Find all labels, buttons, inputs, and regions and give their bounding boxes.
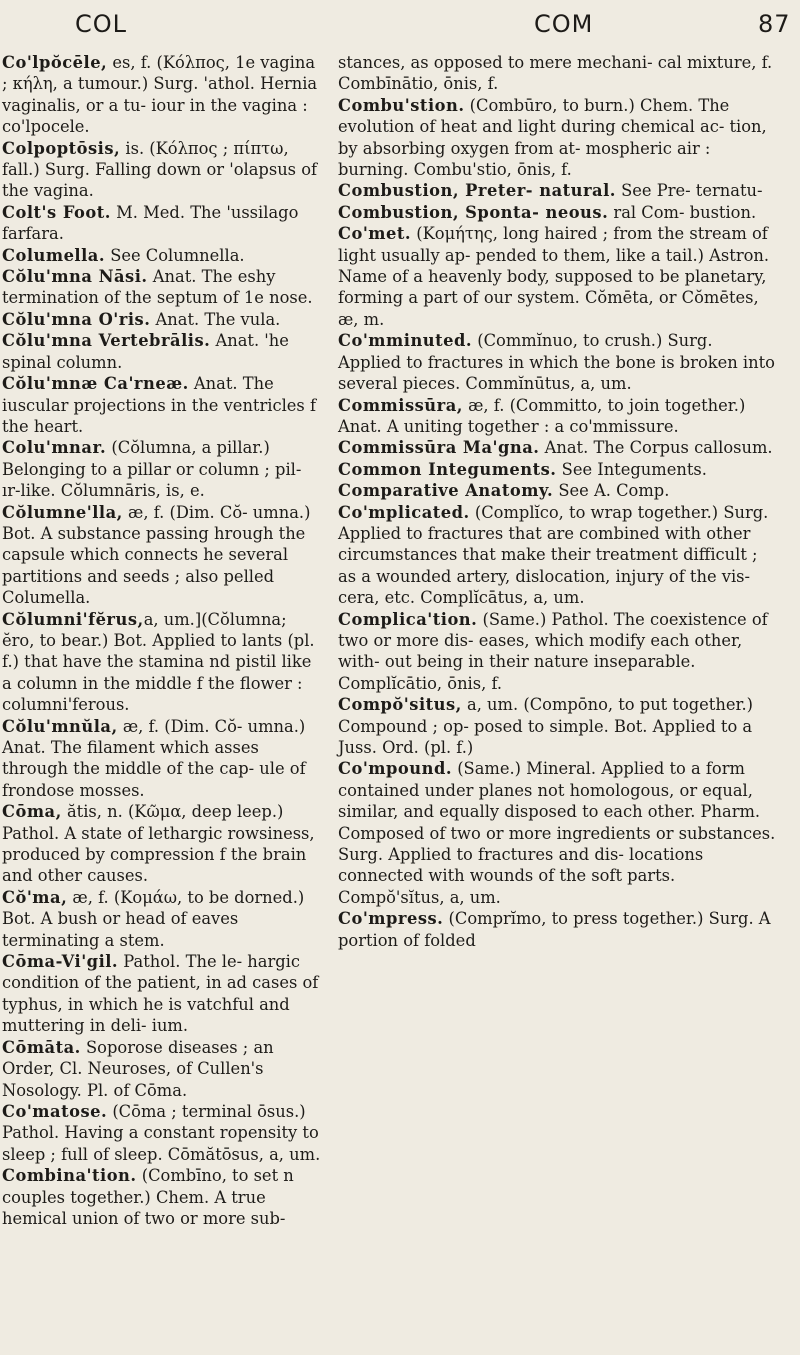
page-header: [0, 6, 800, 46]
entry-definition: is. (Κόλπος ; πίπτω, fall.) Surg. Falling down or 'olapsus of the vagina.: [2, 138, 318, 201]
entry-headword: Combustion, Sponta- neous.: [338, 202, 609, 222]
left-column: [2, 52, 322, 1229]
dictionary-entry: [338, 609, 780, 695]
entry-definition: a, um.](Cŏlumna; ĕro, to bear.) Bot. Applied to lants (pl. f.) that have the stamina nd pistil like a column in the middle f the flower : columni'ferous.: [2, 609, 315, 715]
entry-definition: See Columnella.: [105, 245, 245, 265]
entry-headword: Cŏlu'mnŭla,: [2, 716, 118, 736]
entry-headword: Co'matose.: [2, 1101, 108, 1121]
entry-headword: Cŏlu'mnæ Ca'rneæ.: [2, 374, 189, 394]
running-head-left: COL: [75, 10, 128, 38]
entry-definition: æ, f. (Κομάω, to be dorned.) Bot. A bush or head of eaves terminating a stem.: [2, 887, 305, 950]
entry-headword: Cōma,: [2, 802, 62, 822]
entry-definition: (Complĭco, to wrap together.) Surg. Applied to fractures that are combined with other circumstances that make their treatment difficult ; as a wounded artery, dislocation, injury of the vis- cera, etc. Complĭcātus, a, um.: [338, 502, 769, 608]
dictionary-entry: [338, 180, 780, 201]
dictionary-entry: [2, 373, 322, 437]
entry-headword: Combina'tion.: [2, 1166, 137, 1186]
entry-definition: Anat. The vula.: [150, 309, 281, 329]
entry-headword: Co'mplicated.: [338, 502, 470, 522]
entry-definition: (Κομήτης, long haired ; from the stream of light usually ap- pended to them, like a tail.) Astron. Name of a heavenly body, supposed to be planetary, forming a part of our system. Cŏmēta, or Cŏmētes, æ, m.: [338, 224, 770, 329]
entry-definition: See A. Comp.: [553, 481, 670, 501]
entry-headword: Cŏlumni'fĕrus,: [2, 609, 144, 629]
dictionary-entry: [2, 1165, 322, 1229]
entry-definition: (Combūro, to burn.) Chem. The evolution of heat and light during chemical ac- tion, by absorbing oxygen from at- mospheric air : burning. Combu'stio, ōnis, f.: [338, 95, 767, 180]
entry-definition: (Commĭnuo, to crush.) Surg. Applied to fractures in which the bone is broken into several pieces. Commĭnūtus, a, um.: [338, 331, 775, 394]
entry-definition: See Integuments.: [556, 459, 707, 479]
dictionary-entry: [338, 480, 780, 501]
entry-definition: Anat. The eshy termination of the septum of 1e nose.: [2, 267, 313, 308]
page-number: 87: [758, 10, 791, 38]
entry-definition: Anat. The iuscular projections in the ventricles f the heart.: [2, 374, 316, 436]
entry-headword: Co'mminuted.: [338, 331, 473, 351]
entry-definition: See Pre- ternatu-: [615, 181, 763, 201]
entry-headword: Cŏlumne'lla,: [2, 502, 123, 522]
dictionary-entry: [2, 266, 322, 309]
entry-definition: æ, f. (Committo, to join together.) Anat. A uniting together : a co'mmissure.: [338, 395, 746, 436]
running-head-right: COM: [534, 10, 594, 38]
entry-definition: stances, as opposed to mere mechani- cal mixture, f. Combīnātio, ōnis, f.: [338, 53, 773, 94]
entry-definition: a, um. (Compōno, to put together.) Compound ; op- posed to simple. Bot. Applied to a Juss. Ord. (pl. f.): [338, 695, 753, 757]
entry-definition: Anat. 'he spinal column.: [2, 331, 289, 372]
entry-headword: Cŏlu'mna O'ris.: [2, 309, 151, 329]
dictionary-entry: [338, 502, 780, 609]
entry-headword: Commissūra Ma'gna.: [338, 438, 540, 458]
dictionary-entry: [338, 908, 780, 951]
entry-definition: (Comprĭmo, to press together.) Surg. A portion of folded: [338, 909, 771, 950]
entry-definition: (Same.) Pathol. The coexistence of two or more dis- eases, which modify each other, with- out being in their nature inseparable. Complĭcātio, ōnis, f.: [338, 609, 768, 693]
dictionary-entry: [2, 202, 322, 245]
dictionary-entry: [2, 437, 322, 501]
entry-headword: Comparative Anatomy.: [338, 481, 554, 501]
dictionary-entry: [338, 95, 780, 181]
entry-headword: Co'mpress.: [338, 909, 444, 929]
dictionary-entry: [338, 223, 780, 330]
right-column: [338, 52, 780, 951]
entry-definition: ral Com- bustion.: [608, 202, 757, 222]
entry-definition: Soporose diseases ; an Order, Cl. Neuroses, of Cullen's Nosology. Pl. of Cōma.: [2, 1037, 274, 1100]
entry-headword: Co'lpŏcēle,: [2, 53, 108, 72]
entry-headword: Common Integuments.: [338, 459, 557, 479]
entry-definition: (Combīno, to set n couples together.) Chem. A true hemical union of two or more sub-: [2, 1166, 294, 1228]
dictionary-entry: [2, 951, 322, 1037]
dictionary-entry: [2, 138, 322, 202]
entry-headword: Colu'mnar.: [2, 438, 107, 458]
entry-definition: (Cōma ; terminal ōsus.) Pathol. Having a constant ropensity to sleep ; full of sleep. Cōmătōsus, a, um.: [2, 1101, 321, 1164]
entry-headword: Cŏlu'mna Nāsi.: [2, 267, 148, 287]
entry-definition: æ, f. (Dim. Cŏ- umna.) Anat. The filament which asses through the middle of the cap- ule of frondose mosses.: [2, 716, 306, 800]
dictionary-entry: [338, 52, 780, 95]
dictionary-entry: [2, 309, 322, 330]
dictionary-entry: [338, 694, 780, 758]
entry-headword: Co'mpound.: [338, 759, 453, 779]
dictionary-entry: [2, 1101, 322, 1165]
dictionary-entry: [2, 52, 322, 138]
entry-headword: Complica'tion.: [338, 609, 478, 629]
dictionary-entry: [2, 887, 322, 951]
dictionary-entry: [2, 245, 322, 266]
entry-headword: Cŏlu'mna Vertebrālis.: [2, 331, 211, 351]
entry-definition: (Same.) Mineral. Applied to a form contained under planes not homologous, or equal, similar, and equally disposed to each other. Pharm. Composed of two or more ingredients or substances. Surg. Applied to fractures and dis- locations connected with wounds of the soft parts. Compŏ'sĭtus, a, um.: [338, 759, 776, 907]
dictionary-entry: [338, 758, 780, 908]
dictionary-entry: [2, 502, 322, 609]
entry-headword: Compŏ'situs,: [338, 695, 462, 715]
dictionary-entry: [2, 609, 322, 716]
entry-headword: Cŏ'ma,: [2, 887, 68, 907]
dictionary-entry: [2, 716, 322, 802]
entry-definition: æ, f. (Dim. Cŏ- umna.) Bot. A substance passing hrough the capsule which connects he several partitions and seeds ; also pelled Columella.: [2, 502, 311, 608]
entry-headword: Combu'stion.: [338, 95, 465, 115]
entry-definition: M. Med. The 'ussilago farfara.: [2, 202, 299, 244]
entry-definition: ătis, n. (Κῶμα, deep leep.) Pathol. A state of lethargic rowsiness, produced by compression f the brain and other causes.: [2, 802, 315, 886]
dictionary-entry: [338, 330, 780, 394]
entry-headword: Commissūra,: [338, 395, 463, 415]
entry-headword: Colt's Foot.: [2, 202, 111, 222]
entry-definition: Anat. The Corpus callosum.: [539, 438, 773, 458]
entry-definition: Pathol. The le- hargic condition of the patient, in ad cases of typhus, in which he is vatchful and muttering in deli- ium.: [2, 952, 319, 1036]
dictionary-entry: [2, 801, 322, 887]
dictionary-entry: [338, 459, 780, 480]
dictionary-entry: [338, 437, 780, 458]
entry-headword: Cōma-Vi'gil.: [2, 952, 119, 972]
dictionary-entry: [338, 202, 780, 223]
entry-definition: (Cŏlumna, a pillar.) Belonging to a pillar or column ; pil- ır-like. Cŏlumnāris, is, e.: [2, 438, 302, 501]
dictionary-entry: [2, 330, 322, 373]
entry-headword: Columella.: [2, 245, 106, 265]
dictionary-entry: [338, 395, 780, 438]
dictionary-entry: [2, 1037, 322, 1101]
entry-headword: Cōmāta.: [2, 1037, 81, 1057]
entry-headword: Colpoptōsis,: [2, 138, 121, 158]
entry-headword: Co'met.: [338, 224, 412, 244]
entry-definition: es, f. (Κόλπος, 1e vagina ; κήλη, a tumour.) Surg. 'athol. Hernia vaginalis, or a tu- iour in the vagina : co'lpocele.: [2, 53, 318, 137]
entry-headword: Combustion, Preter- natural.: [338, 181, 616, 201]
